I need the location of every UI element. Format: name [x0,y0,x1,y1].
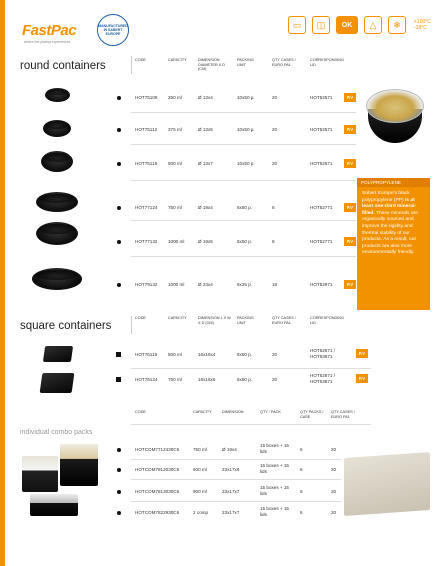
brand-tagline: where the plating experiences [24,40,71,44]
row-cases-pal: 20 [331,489,337,494]
square-col-code: CODE [135,316,146,320]
seal-text: MANUFACTURED IN SABERT EUROPE [98,23,128,37]
square-header-divider [131,316,132,334]
row-dimension: 23x17x6 [222,467,240,472]
row-divider [131,479,341,480]
row-code: HOTCOM7822930C6 [135,510,180,515]
row-dimension: 23x17x7 [222,510,240,515]
pv-badge: P.V [344,237,356,246]
row-bullet [117,283,121,287]
row-code: HOT77124 [135,205,158,210]
lid-bowl-top [366,89,424,123]
row-dimension: Ø 13x7 [198,161,213,166]
combo-pack-image [22,456,58,492]
row-capacity: 500 ml [168,161,182,166]
row-divider [131,220,356,221]
round-col-code: CODE [135,58,146,62]
row-qty: 20 [272,95,278,100]
row-bullet [117,511,121,515]
row-qty: 20 [272,377,278,382]
temperature-range [414,19,431,32]
row-divider [131,501,341,502]
manufacturer-seal [97,14,129,46]
row-lid: HOT52671 / HOT53671 [310,348,336,359]
row-divider [131,180,356,181]
combo-section-title: individual combo packs [20,429,93,436]
recycle-icon: △ [364,16,382,34]
row-bullet [117,240,121,244]
round-container-image [36,222,78,245]
row-packing: 6x50 p. [237,377,253,382]
row-capacity: 1000 ml [168,282,185,287]
combo-col-capacity: CAPACITY [193,410,212,414]
row-qty: 8 [272,205,275,210]
bowl-with-lid-image [362,89,428,147]
row-dimension: 16x16x6 [198,377,216,382]
row-qty: 8 [272,239,275,244]
pp-text-1: Sabert Europe's black polypropylene (PP) [362,191,410,203]
dishwasher-icon: ◫ [312,16,330,34]
square-container-image [43,346,73,362]
row-code: HOT76116 [135,352,158,357]
row-dimension: Ø 13x5 [198,127,213,132]
row-capacity: 375 ml [168,127,182,132]
row-capacity: 2 comp [193,510,209,515]
row-divider [131,112,356,113]
row-code: HOT75116 [135,161,158,166]
row-capacity: 900 ml [193,489,207,494]
row-qty-pack: 15 boxes + 15 lids [260,485,289,496]
row-qty-pack: 15 boxes + 15 lids [260,463,289,474]
round-container-image [36,192,78,212]
row-packs-case: 6 [300,489,303,494]
row-lid: HOT52571 [310,95,333,100]
feature-icons [288,16,431,34]
round-col-qty: QTY CASES / EURO PAL [272,58,296,67]
row-divider [131,144,356,145]
row-lid: HOT52671 / HOT53671 [310,373,336,384]
combo-col-cases-pal: QTY CASES / EURO PAL [331,410,355,419]
row-bullet [117,128,121,132]
row-capacity: 750 ml [193,447,207,452]
row-lid: HOT52571 [310,127,333,132]
row-bullet [117,490,121,494]
pv-badge: P.V [356,374,368,383]
row-divider [131,256,356,257]
row-packing: 6x25 p. [237,282,253,287]
brand-logo: FastPac [22,22,77,39]
pv-badge: P.V [344,93,356,102]
row-dimension: 16x16x4 [198,352,216,357]
row-packing: 10x50 p. [237,161,255,166]
row-dimension: Ø 13x4 [198,95,213,100]
row-bullet [117,96,121,100]
round-header-divider [131,56,132,74]
row-bullet [117,448,121,452]
microwave-icon: ▭ [288,16,306,34]
square-col-lid: CORRESPONDING LID [310,316,344,325]
row-packs-case: 6 [300,447,303,452]
row-packs-case: 6 [300,510,303,515]
accent-strip [0,0,5,566]
row-cases-pal: 20 [331,447,337,452]
row-capacity: 750 ml [168,205,182,210]
row-lid: HOT52571 [310,161,333,166]
pv-badge: P.V [344,280,356,289]
round-section-title: round containers [20,60,106,72]
row-dimension: Ø 19x4 [222,447,237,452]
row-code: HOT75112 [135,127,158,132]
row-code: HOT76124 [135,377,158,382]
round-container-image [41,151,73,172]
row-capacity: 1000 ml [168,239,185,244]
pv-badge: P.V [344,159,356,168]
round-container-image [45,88,70,102]
header [22,8,432,50]
combo-col-code: CODE [135,410,146,414]
combo-col-dimension: DIMENSION [222,410,244,414]
square-col-dimension: DIMENSION L X W X D (CM) [198,316,231,325]
row-code: HOT79132 [135,282,158,287]
freezer-icon: ❄ [388,16,406,34]
row-bullet [117,162,121,166]
square-section-title: square containers [20,320,112,332]
row-capacity: 500 ml [168,352,182,357]
row-dimension: Ø 23x4 [198,282,213,287]
row-cases-pal: 20 [331,467,337,472]
row-capacity: 250 ml [168,95,182,100]
combo-header-divider [131,424,371,425]
square-col-packing: PACKING UNIT [237,316,254,325]
square-container-image [40,373,75,393]
row-cases-pal: 20 [331,510,337,515]
row-capacity: 750 ml [168,377,182,382]
combo-col-packs-case: QTY PACKS / CASE [300,410,324,419]
row-qty: 20 [272,161,278,166]
round-col-lid: CORRESPONDING LID [310,58,344,67]
row-code: HOTCOM7712430C6 [135,447,180,452]
pp-text-2: These minerals are organically sourced and improve the rigidity and thermal stability of our products. As a result, our products are also more environmentally friendly. [362,210,418,256]
row-qty-pack: 15 boxes + 15 lids [260,443,289,454]
row-packing: 6x50 p. [237,352,253,357]
combo-pack-image [60,444,98,486]
round-col-packing: PACKING UNIT [237,58,254,67]
row-packing: 6x50 p. [237,239,253,244]
row-bullet [117,206,121,210]
pv-badge: P.V [344,125,356,134]
square-col-capacity: CAPACITY [168,316,187,320]
retail-display-image [344,452,430,516]
row-packs-case: 6 [300,467,303,472]
row-capacity: 600 ml [193,467,207,472]
row-square-bullet [116,377,121,382]
polypropylene-heading: POLYPROPYLENE [357,178,430,187]
pv-badge: P.V [344,203,356,212]
row-code: HOTCOM7812030C6 [135,467,180,472]
combo-col-qty-pack: QTY / PACK [260,410,281,414]
row-code: HOT75108 [135,95,158,100]
row-divider [131,368,371,369]
temp-min: -18°C [414,25,427,31]
row-divider [131,459,341,460]
row-bullet [117,468,121,472]
row-qty: 20 [272,352,278,357]
row-square-bullet [116,352,121,357]
row-lid: HOT52971 [310,282,333,287]
round-container-image [32,268,82,290]
pv-badge: P.V [356,349,368,358]
combo-pack-image [30,494,78,516]
row-lid: HOT52771 [310,239,333,244]
round-col-capacity: CAPACITY [168,58,187,62]
row-dimension: Ø 19x5 [198,239,213,244]
row-packing: 10x50 p. [237,127,255,132]
pp-text-bold: is at least one-third mineral-filled. [362,197,417,216]
row-code: HOTCOM7813030C6 [135,489,180,494]
row-dimension: Ø 19x4 [198,205,213,210]
row-qty: 18 [272,282,278,287]
polypropylene-text [362,191,426,257]
temp-max: +100°C [414,18,431,25]
row-qty-pack: 15 boxes + 15 lids [260,506,289,517]
row-packing: 6x50 p. [237,205,253,210]
row-code: HOT77132 [135,239,158,244]
square-col-qty: QTY CASES / EURO PAL [272,316,296,325]
row-qty: 20 [272,127,278,132]
row-lid: HOT52771 [310,205,333,210]
row-packing: 10x50 p. [237,95,255,100]
row-dimension: 23x17x7 [222,489,240,494]
round-col-dimension: DIMENSION DIAMETER X D (CM) [198,58,226,72]
ok-badge-icon: OK [336,16,358,34]
round-container-image [43,120,71,137]
